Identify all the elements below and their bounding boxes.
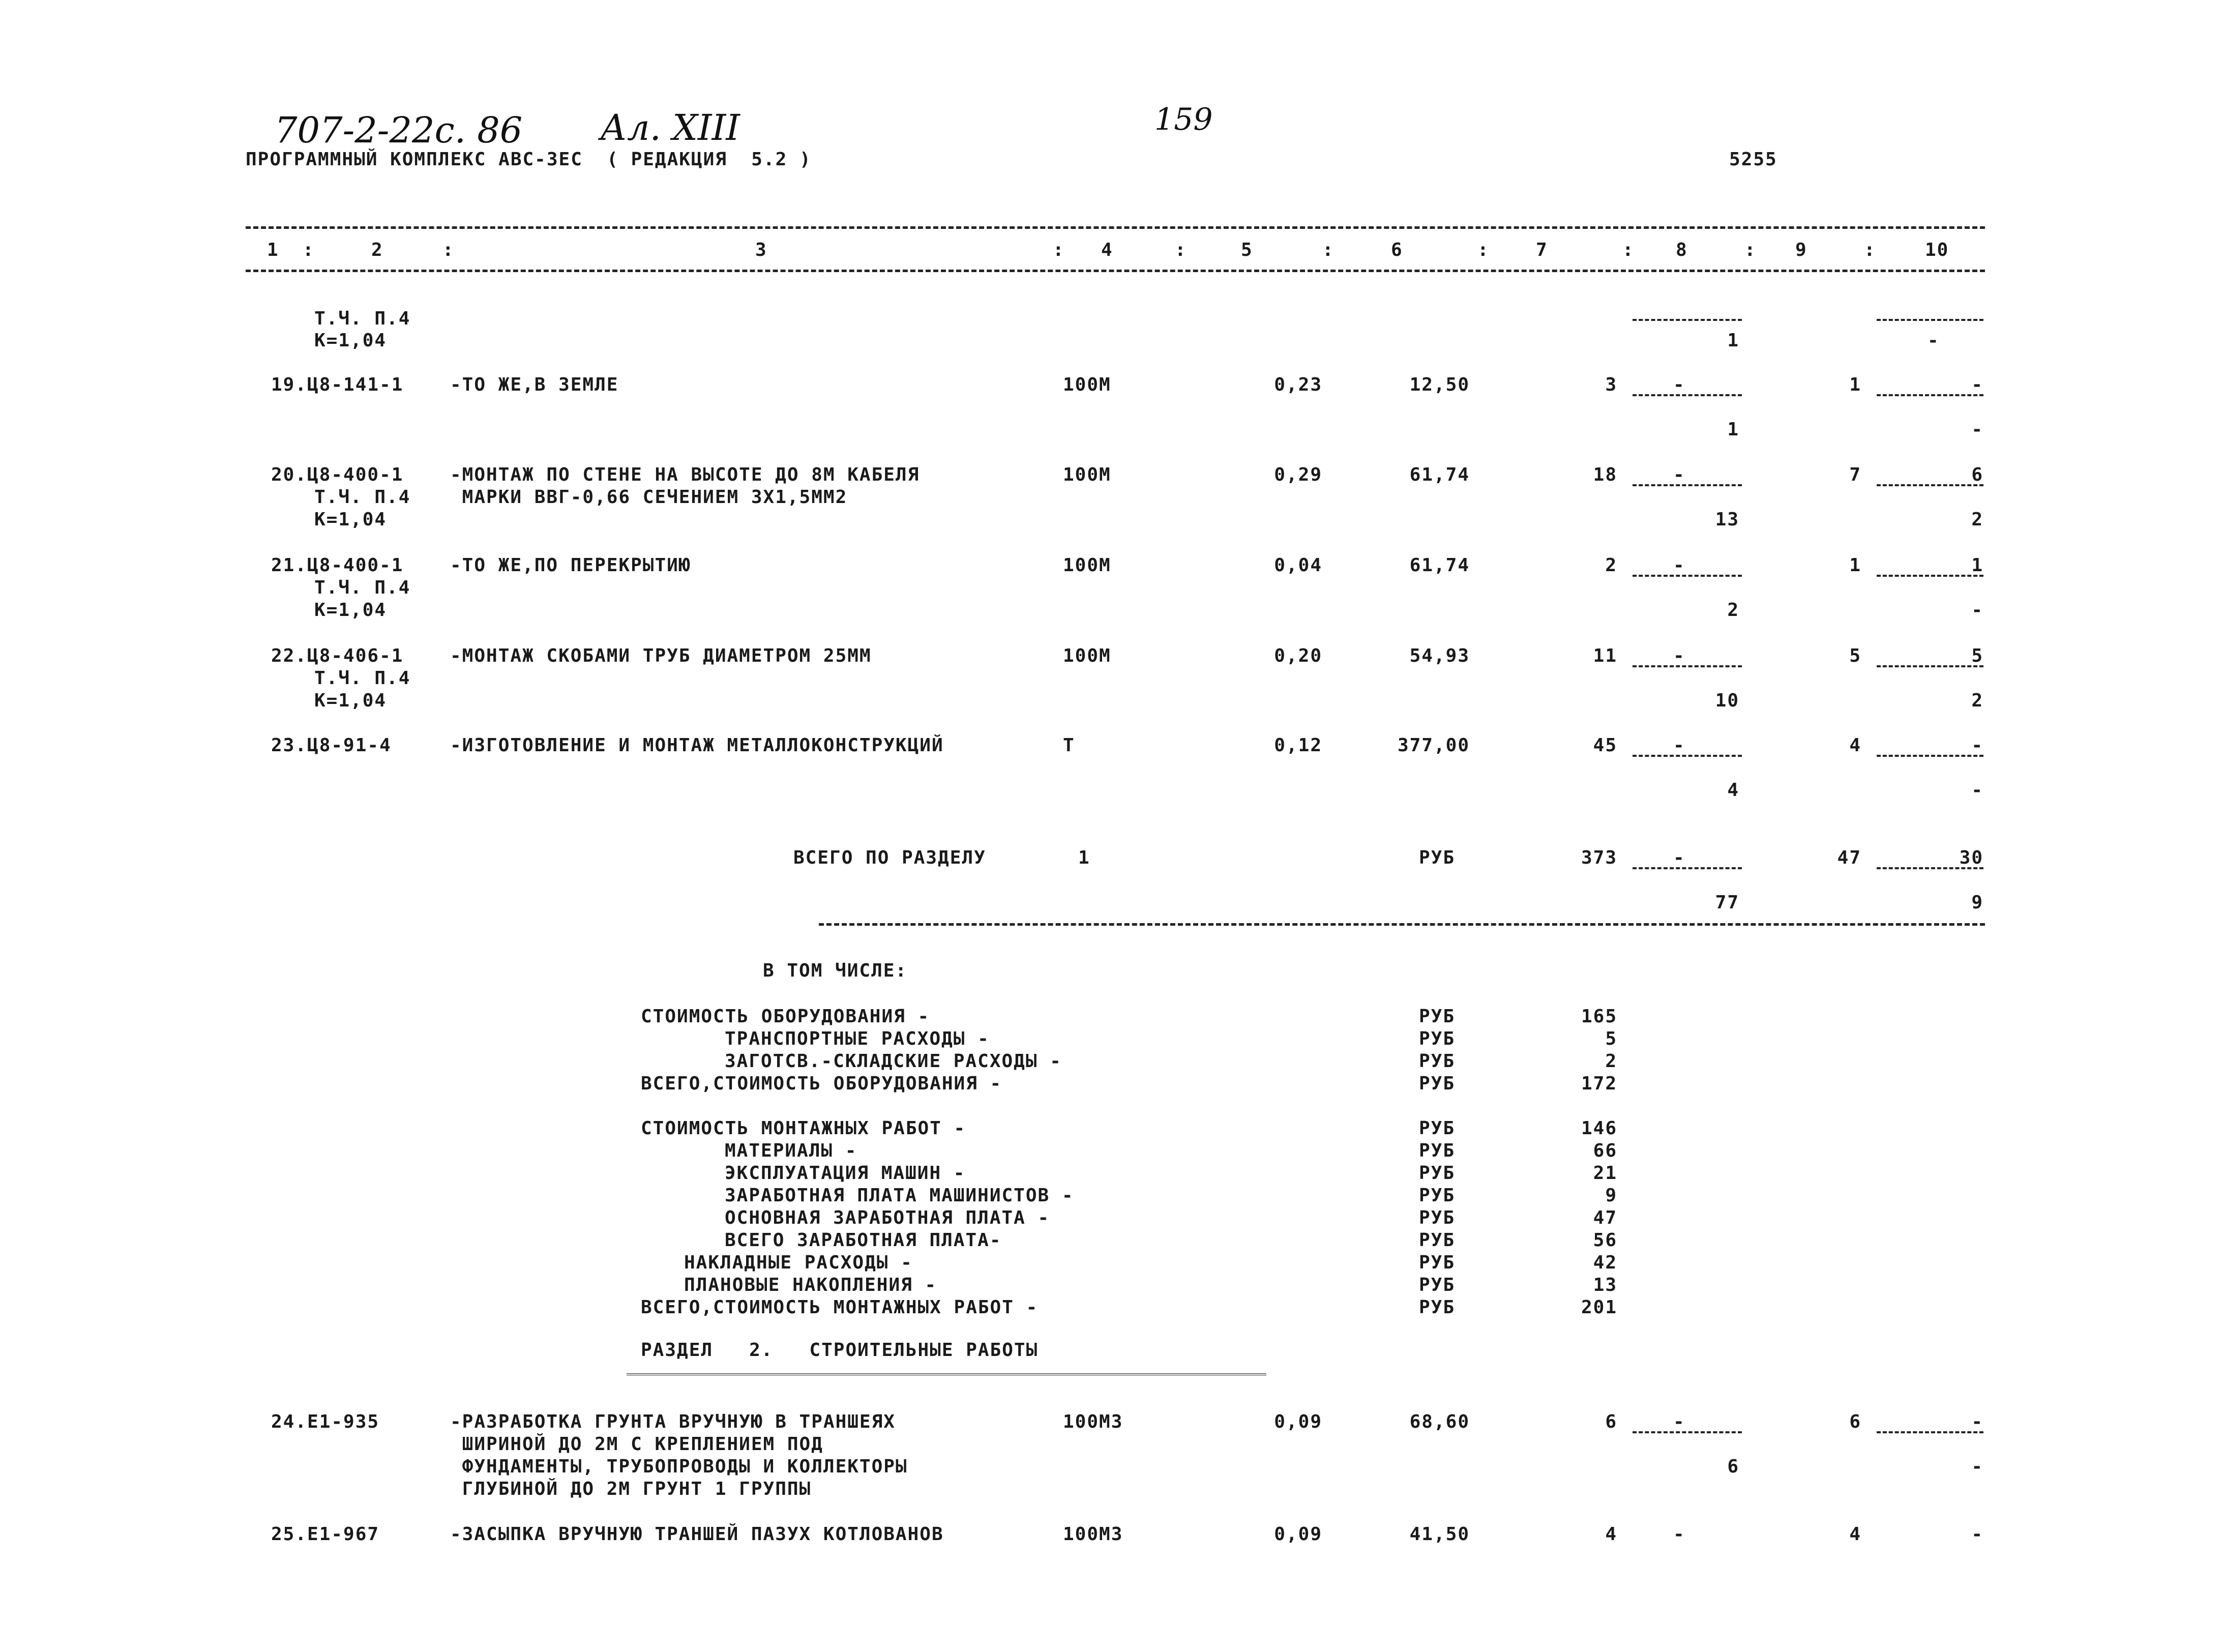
- col8-divider: [1633, 867, 1742, 869]
- breakdown-unit: РУБ: [1419, 1006, 1456, 1027]
- item-code: 22.Ц8-406-1: [271, 645, 404, 666]
- item-col10-upper: 1: [1971, 555, 1983, 576]
- item-col8-lower: 1: [1727, 419, 1739, 440]
- column-header-4: 4: [1101, 240, 1113, 260]
- section-total-col9: 47: [1837, 847, 1861, 868]
- section-total-col10-upper: 30: [1959, 847, 1983, 868]
- item-code: 24.Е1-935: [271, 1411, 380, 1432]
- item-col9: 4: [1849, 735, 1861, 756]
- section2-underline: [627, 1373, 1266, 1375]
- item-description-cont: ФУНДАМЕНТЫ, ТРУБОПРОВОДЫ И КОЛЛЕКТОРЫ: [450, 1456, 908, 1477]
- breakdown-value: 56: [1593, 1230, 1617, 1251]
- section-total-col8-lower: 77: [1715, 892, 1739, 913]
- item-col10-upper: -: [1971, 735, 1983, 756]
- item-col8-lower: 4: [1727, 780, 1739, 801]
- breakdown-value: 66: [1593, 1140, 1617, 1161]
- item-total: 11: [1593, 645, 1617, 666]
- item-description: -МОНТАЖ ПО СТЕНЕ НА ВЫСОТЕ ДО 8М КАБЕЛЯ: [450, 464, 920, 485]
- section-total-label: ВСЕГО ПО РАЗДЕЛУ: [793, 847, 986, 868]
- column-separator: :: [1744, 240, 1757, 260]
- item-description: -ЗАСЫПКА ВРУЧНУЮ ТРАНШЕЙ ПАЗУХ КОТЛОВАНОВ: [450, 1524, 944, 1545]
- item-col10-upper: 5: [1971, 645, 1983, 666]
- column-header-10: 10: [1925, 240, 1949, 260]
- item-unit-price: 377,00: [1397, 735, 1470, 756]
- item-unit: 100М3: [1063, 1411, 1123, 1432]
- table-top-rule: [246, 226, 1985, 229]
- item-quantity: 0,09: [1274, 1411, 1322, 1432]
- section-total-col10-lower: 9: [1971, 892, 1983, 913]
- item-col8-upper: -: [1673, 555, 1685, 576]
- column-separator: :: [1477, 240, 1490, 260]
- breakdown-unit: РУБ: [1419, 1140, 1456, 1161]
- breakdown-unit: РУБ: [1419, 1275, 1456, 1295]
- item-col8-lower: 6: [1727, 1456, 1739, 1477]
- breakdown-label: НАКЛАДНЫЕ РАСХОДЫ -: [684, 1252, 913, 1273]
- item-col10-upper: -: [1971, 374, 1983, 395]
- breakdown-value: 21: [1593, 1163, 1617, 1184]
- col10-divider: [1877, 575, 1983, 577]
- item-col9: 1: [1849, 555, 1861, 576]
- item-col8-upper: -: [1673, 645, 1685, 666]
- item-unit: 100М3: [1063, 1524, 1123, 1545]
- item-col9: 4: [1849, 1524, 1861, 1545]
- breakdown-label: СТОИМОСТЬ МОНТАЖНЫХ РАБОТ -: [641, 1118, 966, 1139]
- handwritten-document-code: 707-2-22с. 86: [275, 109, 523, 151]
- item-col10-lower: -: [1971, 1456, 1983, 1477]
- item-col8-upper: -: [1673, 1524, 1685, 1545]
- item-code-note: Т.Ч. П.4: [314, 487, 411, 508]
- item-code-coefficient: К=1,04: [314, 509, 387, 530]
- breakdown-value: 2: [1605, 1051, 1617, 1072]
- breakdown-label: ЗАРАБОТНАЯ ПЛАТА МАШИНИСТОВ -: [725, 1185, 1074, 1206]
- item-code: 19.Ц8-141-1: [271, 374, 404, 395]
- breakdown-value: 42: [1593, 1252, 1617, 1273]
- breakdown-value: 47: [1593, 1207, 1617, 1228]
- item-col10-upper: -: [1971, 1411, 1983, 1432]
- col8-divider: [1633, 484, 1742, 486]
- item-quantity: 0,12: [1274, 735, 1322, 756]
- column-header-2: 2: [371, 240, 383, 260]
- column-header-7: 7: [1536, 240, 1548, 260]
- item-unit-price: 54,93: [1409, 645, 1470, 666]
- col10-divider: [1877, 484, 1983, 486]
- item-col8-upper: -: [1673, 464, 1685, 485]
- item-col9: 7: [1849, 464, 1861, 485]
- column-separator: :: [303, 240, 315, 260]
- item-code-note: Т.Ч. П.4: [314, 577, 411, 598]
- item-col8-lower: 2: [1727, 600, 1739, 621]
- item-unit: Т: [1063, 735, 1075, 756]
- breakdown-unit: РУБ: [1419, 1230, 1456, 1251]
- breakdown-label: ВСЕГО,СТОИМОСТЬ ОБОРУДОВАНИЯ -: [641, 1073, 1002, 1094]
- handwritten-sheet-number: Ал. XIII: [600, 107, 740, 149]
- continuation-coefficient: К=1,04: [314, 330, 387, 351]
- item-col8-upper: -: [1673, 374, 1685, 395]
- item-col8-lower: 10: [1715, 690, 1739, 711]
- item-unit: 100М: [1063, 555, 1111, 576]
- breakdown-unit: РУБ: [1419, 1118, 1456, 1139]
- breakdown-value: 172: [1581, 1073, 1617, 1094]
- item-total: 6: [1605, 1411, 1617, 1432]
- breakdown-label: МАТЕРИАЛЫ -: [725, 1140, 857, 1161]
- breakdown-label: ЭКСПЛУАТАЦИЯ МАШИН -: [725, 1163, 966, 1184]
- item-code-coefficient: К=1,04: [314, 690, 387, 711]
- item-unit-price: 12,50: [1409, 374, 1470, 395]
- item-code-coefficient: К=1,04: [314, 600, 387, 621]
- breakdown-value: 165: [1581, 1006, 1617, 1027]
- item-col10-upper: -: [1971, 1524, 1983, 1545]
- item-unit-price: 68,60: [1409, 1411, 1470, 1432]
- section-total-value: 373: [1581, 847, 1617, 868]
- breakdown-value: 5: [1605, 1028, 1617, 1049]
- column-separator: :: [442, 240, 455, 260]
- item-col9: 5: [1849, 645, 1861, 666]
- col8-divider: [1633, 319, 1742, 321]
- item-code: 20.Ц8-400-1: [271, 464, 404, 485]
- item-col8-upper: -: [1673, 735, 1685, 756]
- breakdown-label: ВСЕГО ЗАРАБОТНАЯ ПЛАТА-: [725, 1230, 1002, 1251]
- breakdown-unit: РУБ: [1419, 1163, 1456, 1184]
- breakdown-label: ВСЕГО,СТОИМОСТЬ МОНТАЖНЫХ РАБОТ -: [641, 1297, 1039, 1318]
- item-description: -РАЗРАБОТКА ГРУНТА ВРУЧНУЮ В ТРАНШЕЯХ: [450, 1411, 896, 1432]
- column-separator: :: [1322, 240, 1335, 260]
- item-quantity: 0,04: [1274, 555, 1322, 576]
- item-description: -ИЗГОТОВЛЕНИЕ И МОНТАЖ МЕТАЛЛОКОНСТРУКЦИЙ: [450, 735, 944, 756]
- item-col9: 6: [1849, 1411, 1861, 1432]
- item-code-note: Т.Ч. П.4: [314, 668, 411, 689]
- breakdown-label: ОСНОВНАЯ ЗАРАБОТНАЯ ПЛАТА -: [725, 1207, 1050, 1228]
- breakdown-value: 9: [1605, 1185, 1617, 1206]
- breakdown-value: 146: [1581, 1118, 1617, 1139]
- item-description: -ТО ЖЕ,ПО ПЕРЕКРЫТИЮ: [450, 555, 691, 576]
- item-col9: 1: [1849, 374, 1861, 395]
- col10-divider: [1877, 319, 1983, 321]
- breakdown-label: ПЛАНОВЫЕ НАКОПЛЕНИЯ -: [684, 1275, 937, 1295]
- col10-divider: [1877, 665, 1983, 667]
- item-description-cont: ШИРИНОЙ ДО 2М С КРЕПЛЕНИЕМ ПОД: [450, 1434, 823, 1455]
- section2-title: РАЗДЕЛ 2. СТРОИТЕЛЬНЫЕ РАБОТЫ: [641, 1340, 1039, 1361]
- item-col10-upper: 6: [1971, 464, 1983, 485]
- breakdown-unit: РУБ: [1419, 1185, 1456, 1206]
- item-col10-lower: 2: [1971, 690, 1983, 711]
- column-separator: :: [1053, 240, 1065, 260]
- breakdown-unit: РУБ: [1419, 1073, 1456, 1094]
- column-header-3: 3: [755, 240, 767, 260]
- item-quantity: 0,23: [1274, 374, 1322, 395]
- col10-divider: [1877, 867, 1983, 869]
- breakdown-value: 13: [1593, 1275, 1617, 1295]
- item-code: 21.Ц8-400-1: [271, 555, 404, 576]
- item-col10-lower: 2: [1971, 509, 1983, 530]
- item-description: -МОНТАЖ СКОБАМИ ТРУБ ДИАМЕТРОМ 25ММ: [450, 645, 872, 666]
- item-unit: 100М: [1063, 645, 1111, 666]
- breakdown-unit: РУБ: [1419, 1051, 1456, 1072]
- breakdown-label: СТОИМОСТЬ ОБОРУДОВАНИЯ -: [641, 1006, 930, 1027]
- col10-divider: [1877, 394, 1983, 396]
- item-description-cont: ГЛУБИНОЙ ДО 2М ГРУНТ 1 ГРУППЫ: [450, 1479, 812, 1499]
- column-header-9: 9: [1795, 240, 1807, 260]
- column-header-1: 1: [267, 240, 279, 260]
- item-col10-lower: -: [1971, 780, 1983, 801]
- item-col10-lower: -: [1971, 419, 1983, 440]
- item-quantity: 0,20: [1274, 645, 1322, 666]
- item-code: 25.Е1-967: [271, 1524, 380, 1545]
- column-separator: :: [1864, 240, 1876, 260]
- item-total: 18: [1593, 464, 1617, 485]
- col10-lower: -: [1928, 330, 1940, 351]
- breakdown-unit: РУБ: [1419, 1252, 1456, 1273]
- doc-number: 5255: [1729, 149, 1777, 170]
- breakdown-unit: РУБ: [1419, 1297, 1456, 1318]
- item-description: -ТО ЖЕ,В ЗЕМЛЕ: [450, 374, 619, 395]
- item-col8-upper: -: [1673, 1411, 1685, 1432]
- col10-divider: [1877, 755, 1983, 757]
- col10-divider: [1877, 1431, 1983, 1433]
- column-separator: :: [1175, 240, 1187, 260]
- breakdown-value: 201: [1581, 1297, 1617, 1318]
- column-header-8: 8: [1676, 240, 1688, 260]
- item-unit: 100М: [1063, 464, 1111, 485]
- section-total-unit: РУБ: [1419, 847, 1456, 868]
- item-description-cont: МАРКИ ВВГ-0,66 СЕЧЕНИЕМ 3Х1,5ММ2: [450, 487, 848, 508]
- table-header-bottom-rule: [246, 270, 1985, 272]
- col8-lower: 1: [1727, 330, 1739, 351]
- continuation-line: Т.Ч. П.4: [314, 308, 411, 329]
- item-quantity: 0,29: [1274, 464, 1322, 485]
- item-quantity: 0,09: [1274, 1524, 1322, 1545]
- col8-divider: [1633, 755, 1742, 757]
- item-total: 3: [1605, 374, 1617, 395]
- item-unit-price: 61,74: [1409, 555, 1470, 576]
- breakdown-unit: РУБ: [1419, 1207, 1456, 1228]
- page-number: 159: [1154, 102, 1213, 137]
- column-separator: :: [1622, 240, 1635, 260]
- item-code: 23.Ц8-91-4: [271, 735, 392, 756]
- breakdown-unit: РУБ: [1419, 1028, 1456, 1049]
- item-col8-lower: 13: [1715, 509, 1739, 530]
- section-total-number: 1: [1078, 847, 1090, 868]
- column-header-6: 6: [1391, 240, 1403, 260]
- breakdown-label: ЗАГОТСВ.-СКЛАДСКИЕ РАСХОДЫ -: [725, 1051, 1062, 1072]
- col8-divider: [1633, 665, 1742, 667]
- item-col10-lower: -: [1971, 600, 1983, 621]
- breakdown-title: В ТОМ ЧИСЛЕ:: [763, 960, 908, 981]
- item-total: 2: [1605, 555, 1617, 576]
- item-unit-price: 61,74: [1409, 464, 1470, 485]
- section-total-rule: [819, 923, 1985, 926]
- item-total: 4: [1605, 1524, 1617, 1545]
- col8-divider: [1633, 394, 1742, 396]
- program-line: ПРОГРАММНЫЙ КОМПЛЕКС АВС-3ЕС ( РЕДАКЦИЯ 5.2 ): [246, 149, 812, 170]
- column-header-5: 5: [1241, 240, 1253, 260]
- col8-divider: [1633, 575, 1742, 577]
- section-total-col8-upper: -: [1673, 847, 1685, 868]
- item-unit: 100М: [1063, 374, 1111, 395]
- item-unit-price: 41,50: [1409, 1524, 1470, 1545]
- breakdown-label: ТРАНСПОРТНЫЕ РАСХОДЫ -: [725, 1028, 990, 1049]
- col8-divider: [1633, 1431, 1742, 1433]
- item-total: 45: [1593, 735, 1617, 756]
